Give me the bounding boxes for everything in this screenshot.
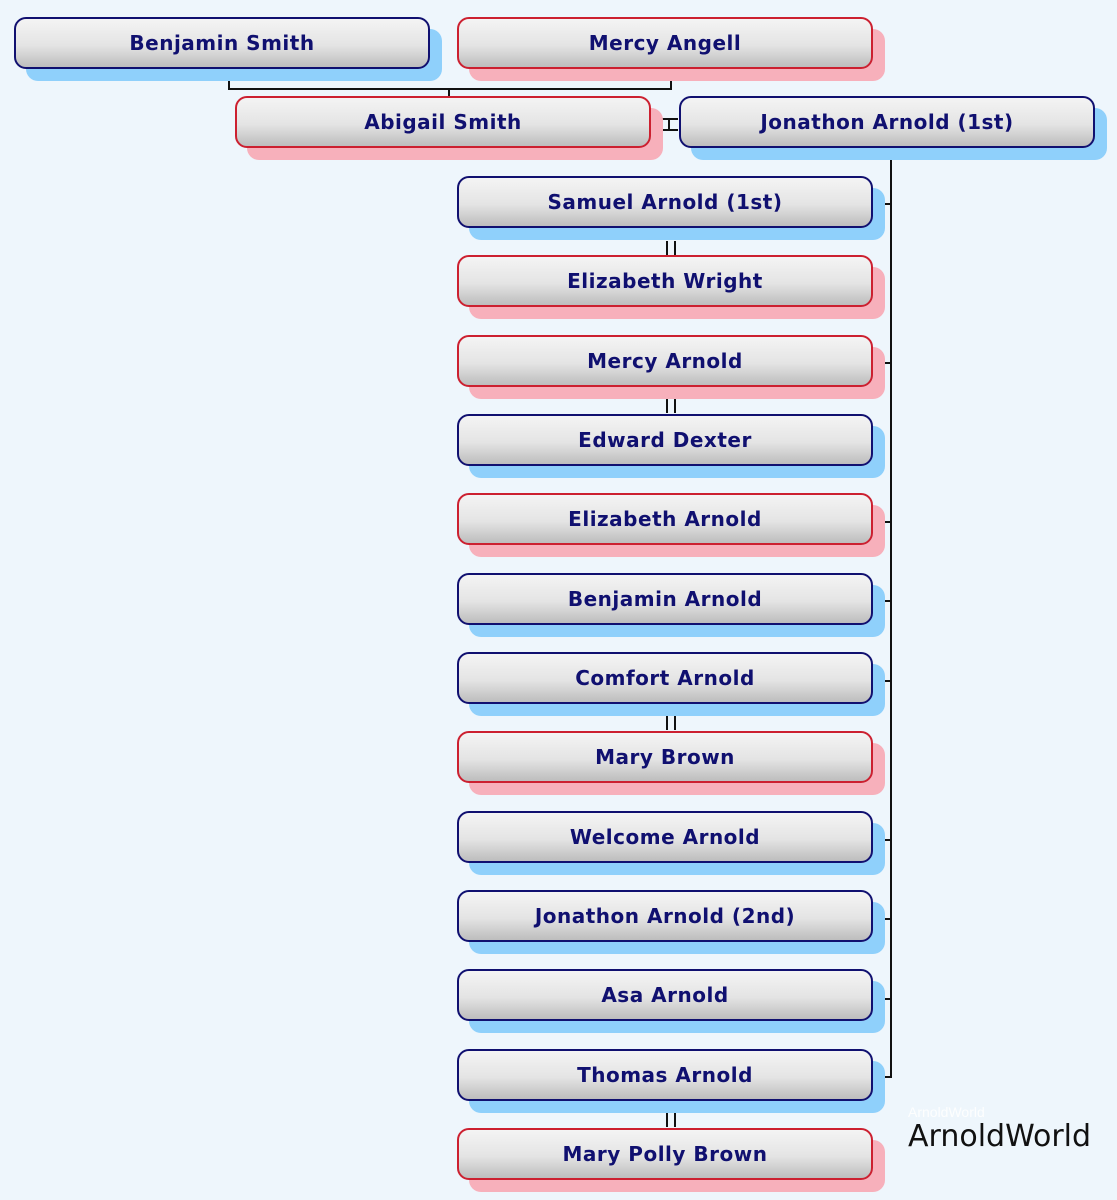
person-elizabeth-arnold[interactable]: Elizabeth Arnold bbox=[457, 493, 873, 545]
person-benjamin-arnold[interactable]: Benjamin Arnold bbox=[457, 573, 873, 625]
person-thomas-arnold[interactable]: Thomas Arnold bbox=[457, 1049, 873, 1101]
person-abigail-smith[interactable]: Abigail Smith bbox=[235, 96, 651, 148]
watermark-faint-text: ArnoldWorld bbox=[908, 1104, 985, 1120]
connector-spouse-mercy bbox=[667, 399, 675, 413]
connector-children-trunk bbox=[885, 159, 891, 1077]
connector-spouse-samuel bbox=[667, 241, 675, 255]
person-mary-brown[interactable]: Mary Brown bbox=[457, 731, 873, 783]
watermark-text: ArnoldWorld bbox=[908, 1119, 1092, 1154]
person-benjamin-smith[interactable]: Benjamin Smith bbox=[14, 17, 430, 69]
person-asa-arnold[interactable]: Asa Arnold bbox=[457, 969, 873, 1021]
watermark bbox=[908, 1104, 1108, 1179]
person-jonathon-arnold-2nd[interactable]: Jonathon Arnold (2nd) bbox=[457, 890, 873, 942]
person-comfort-arnold[interactable]: Comfort Arnold bbox=[457, 652, 873, 704]
person-welcome-arnold[interactable]: Welcome Arnold bbox=[457, 811, 873, 863]
person-mercy-angell[interactable]: Mercy Angell bbox=[457, 17, 873, 69]
connector-parents-smith bbox=[229, 79, 671, 96]
connector-marriage-arnold-smith bbox=[662, 119, 678, 130]
person-samuel-arnold-1st[interactable]: Samuel Arnold (1st) bbox=[457, 176, 873, 228]
connector-spouse-thomas bbox=[667, 1113, 675, 1127]
person-jonathon-arnold-1st[interactable]: Jonathon Arnold (1st) bbox=[679, 96, 1095, 148]
person-mercy-arnold[interactable]: Mercy Arnold bbox=[457, 335, 873, 387]
person-edward-dexter[interactable]: Edward Dexter bbox=[457, 414, 873, 466]
person-mary-polly-brown[interactable]: Mary Polly Brown bbox=[457, 1128, 873, 1180]
person-elizabeth-wright[interactable]: Elizabeth Wright bbox=[457, 255, 873, 307]
connector-spouse-comfort bbox=[667, 716, 675, 730]
